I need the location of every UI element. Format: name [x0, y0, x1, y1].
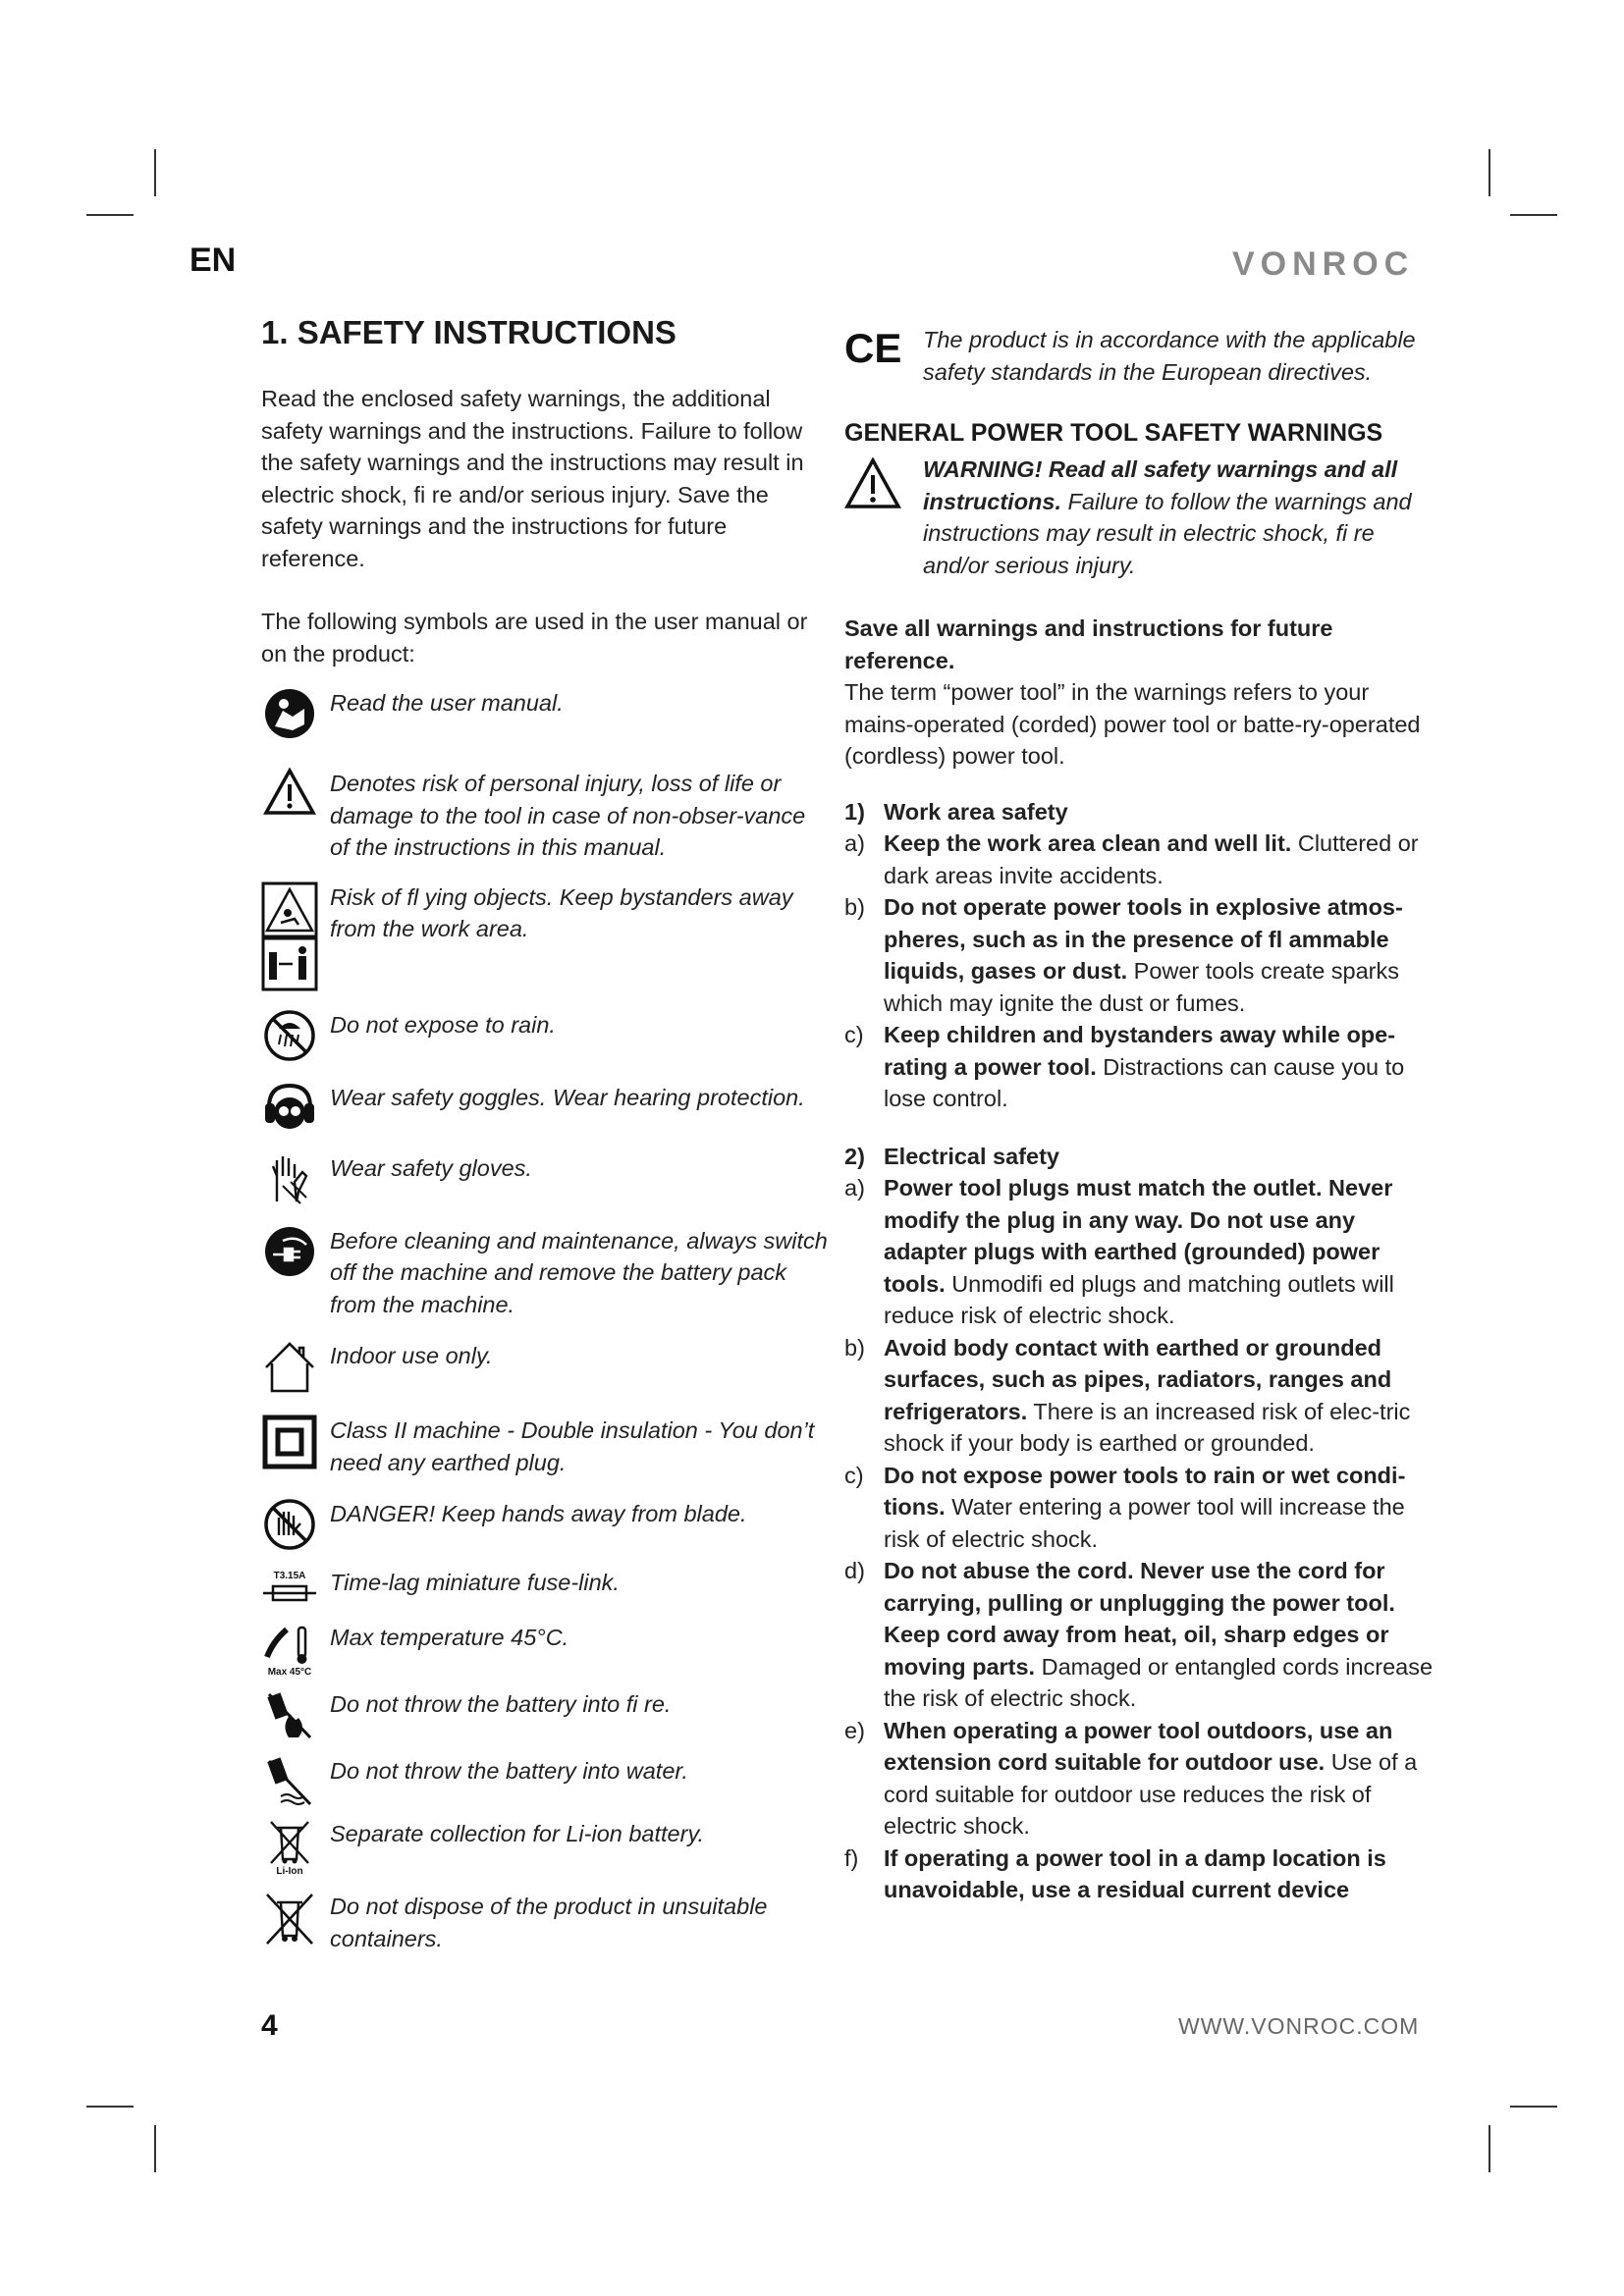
warning-rest-text: Failure to follow the warnings and instructions may result in electric shock, fi re and/or serious injury. — [923, 488, 1412, 578]
flying-objects-icon — [261, 881, 318, 991]
item-rest: Cluttered or dark areas invite accidents. — [884, 830, 1419, 888]
symbol-text: Class II machine - Double insulation - You don’t need any earthed plug. — [330, 1417, 815, 1475]
symbol-row — [261, 881, 831, 991]
no-fire-icon — [261, 1688, 318, 1743]
symbol-text: Time-lag miniature fuse-link. — [330, 1570, 620, 1595]
symbol-text: DANGER! Keep hands away from blade. — [330, 1501, 747, 1526]
warning-row — [844, 454, 1434, 581]
symbol-row — [261, 1498, 831, 1551]
unplug-icon — [261, 1225, 318, 1278]
list-item — [844, 1715, 1434, 1842]
symbol-row — [261, 1622, 831, 1677]
list-item — [844, 1019, 1434, 1115]
symbol-text: Wear safety gloves. — [330, 1154, 532, 1181]
item-bold: Do not operate power tools in explosive atmos-pheres, such as in the presence of fl ammable liquids, gases or dust. — [884, 894, 1403, 984]
item-text — [884, 1332, 1434, 1460]
item-rest: Water entering a power tool will increase the risk of electric shock. — [884, 1494, 1405, 1552]
symbol-text: Do not throw the battery into water. — [330, 1758, 688, 1784]
symbol-row — [261, 1688, 831, 1743]
page-number: 4 — [261, 2009, 278, 2042]
li-ion-bin-icon — [261, 1818, 318, 1875]
symbol-row — [261, 1152, 831, 1205]
symbol-row — [261, 1415, 831, 1478]
symbol-text: Separate collection for Li-ion battery. — [330, 1821, 704, 1846]
symbol-row — [261, 1340, 831, 1395]
general-warnings-heading: GENERAL POWER TOOL SAFETY WARNINGS — [844, 419, 1383, 447]
list-item — [844, 891, 1434, 1019]
ce-mark-icon: CE — [844, 325, 902, 371]
item-rest: Distractions can cause you to lose control. — [884, 1053, 1405, 1111]
crop-mark — [86, 2106, 134, 2108]
item-rest: Use of a cord suitable for outdoor use reduces the risk of electric shock. — [884, 1749, 1418, 1839]
symbol-row — [261, 1225, 831, 1321]
symbol-row — [261, 687, 831, 740]
temperature-icon — [261, 1622, 318, 1677]
indoor-house-icon — [261, 1340, 318, 1395]
goggles-hearing-icon — [261, 1082, 318, 1139]
item-text — [884, 1842, 1434, 1906]
section-number: 1) — [844, 798, 865, 825]
read-manual-icon — [261, 687, 318, 740]
item-label: a) — [844, 1175, 865, 1201]
symbol-row — [261, 1082, 831, 1139]
intro-paragraph: Read the enclosed safety warnings, the additional safety warnings and the instructions. Failure to follow the safety warnings and the instructions may result in electric shock, fi re and/or serious injury. Save the safety warnings and the instructions for future reference. — [261, 386, 804, 571]
left-column — [261, 314, 831, 1954]
symbol-text: Max temperature 45°C. — [330, 1625, 569, 1650]
symbol-row — [261, 1009, 831, 1062]
warning-bold-text: WARNING! Read all safety warnings and all instructions. — [923, 456, 1398, 514]
item-bold: When operating a power tool outdoors, use an extension cord suitable for outdoor use. — [884, 1717, 1393, 1775]
electrical-safety-section — [844, 1141, 1434, 1906]
list-item — [844, 1842, 1434, 1906]
symbol-row — [261, 1567, 831, 1610]
symbol-text: Do not expose to rain. — [330, 1011, 556, 1038]
symbol-text: Do not throw the battery into fi re. — [330, 1691, 672, 1717]
item-label: b) — [844, 894, 865, 920]
no-rain-icon — [261, 1009, 318, 1062]
section-title: Electrical safety — [884, 1143, 1059, 1169]
symbol-text: Do not dispose of the product in unsuitable containers. — [330, 1894, 768, 1951]
item-rest: There is an increased risk of elec-tric shock if your body is earthed or grounded. — [884, 1398, 1411, 1456]
item-label: d) — [844, 1558, 865, 1583]
item-label: e) — [844, 1717, 865, 1743]
list-item — [844, 1555, 1434, 1715]
gloves-icon — [261, 1152, 318, 1205]
section-heading — [844, 1141, 1434, 1173]
symbol-text: Before cleaning and maintenance, always switch off the machine and remove the battery pack from the machine. — [330, 1227, 828, 1317]
section-title: 1. SAFETY INSTRUCTIONS — [261, 314, 677, 350]
warning-triangle-icon — [261, 768, 318, 817]
item-text — [884, 828, 1434, 891]
ce-row — [844, 324, 1434, 388]
item-text — [884, 1019, 1434, 1115]
item-label: c) — [844, 1022, 864, 1047]
section-title: Work area safety — [884, 798, 1068, 825]
symbol-list — [261, 687, 831, 1954]
section-number: 2) — [844, 1143, 865, 1169]
item-bold: Keep the work area clean and well lit. — [884, 830, 1292, 856]
warning-text — [923, 454, 1434, 581]
symbol-text: Risk of fl ying objects. Keep bystanders away from the work area. — [330, 883, 793, 941]
term-paragraph: The term “power tool” in the warnings refers to your mains-operated (corded) power tool or batte-ry-operated (cordless) power tool. — [844, 679, 1421, 769]
crop-mark — [86, 214, 134, 216]
item-rest: Damaged or entangled cords increase the risk of electric shock. — [884, 1653, 1434, 1711]
symbols-intro: The following symbols are used in the user manual or on the product: — [261, 609, 808, 667]
crop-mark — [1489, 149, 1490, 196]
item-bold: Power tool plugs must match the outlet. Never modify the plug in any way. Do not use any adapter plugs with earthed (grounded) power tools. — [884, 1175, 1393, 1297]
crossed-bin-icon — [261, 1891, 318, 1948]
item-bold: Avoid body contact with earthed or grounded surfaces, such as pipes, radiators, ranges and refrigerators. — [884, 1334, 1392, 1424]
symbol-text: Wear safety goggles. Wear hearing protection. — [330, 1084, 805, 1110]
symbol-row — [261, 1818, 831, 1875]
item-bold: Keep children and bystanders away while ope-rating a power tool. — [884, 1022, 1396, 1080]
save-warnings-text: Save all warnings and instructions for future reference. — [844, 615, 1333, 673]
crop-mark — [154, 2125, 156, 2172]
item-text — [884, 1460, 1434, 1556]
list-item — [844, 1460, 1434, 1556]
no-water-icon — [261, 1755, 318, 1808]
item-text — [884, 1715, 1434, 1842]
item-text — [884, 1172, 1434, 1332]
crop-mark — [1510, 214, 1557, 216]
right-column — [844, 324, 1434, 1906]
liion-label: Li-Ion — [276, 1866, 303, 1875]
brand-logo: VONROC — [1232, 245, 1415, 283]
warning-triangle-icon — [844, 454, 923, 519]
item-rest: Unmodifi ed plugs and matching outlets will reduce risk of electric shock. — [884, 1270, 1394, 1328]
class-ii-icon — [261, 1415, 318, 1469]
temp-label: Max 45°C — [267, 1667, 312, 1677]
symbol-row — [261, 768, 831, 864]
work-area-section — [844, 796, 1434, 1115]
symbol-text: Denotes risk of personal injury, loss of life or damage to the tool in case of non-obser-vance of the instructions in this manual. — [330, 771, 806, 860]
symbol-text: Indoor use only. — [330, 1343, 493, 1368]
item-label: f) — [844, 1844, 859, 1871]
fuse-label: T3.15A — [273, 1571, 306, 1581]
hands-away-blade-icon — [261, 1498, 318, 1551]
item-bold: Do not expose power tools to rain or wet condi-tions. — [884, 1462, 1406, 1520]
item-label: c) — [844, 1462, 864, 1488]
item-bold: If operating a power tool in a damp location is unavoidable, use a residual current device — [884, 1844, 1386, 1902]
symbol-row — [261, 1755, 831, 1808]
ce-text: The product is in accordance with the applicable safety standards in the European directives. — [923, 327, 1416, 385]
list-item — [844, 1172, 1434, 1332]
item-text — [884, 891, 1434, 1019]
crop-mark — [1489, 2125, 1490, 2172]
list-item — [844, 828, 1434, 891]
symbol-row — [261, 1891, 831, 1954]
section-heading — [844, 796, 1434, 828]
item-rest: Power tools create sparks which may ignite the dust or fumes. — [884, 958, 1400, 1016]
crop-mark — [1510, 2106, 1557, 2108]
item-bold: Do not abuse the cord. Never use the cord for carrying, pulling or unplugging the power tool. Keep cord away from heat, oil, sharp edges or moving parts. — [884, 1558, 1395, 1680]
fuse-icon — [261, 1567, 318, 1610]
list-item — [844, 1332, 1434, 1460]
crop-mark — [154, 149, 156, 196]
language-code: EN — [189, 241, 237, 279]
symbol-text: Read the user manual. — [330, 690, 564, 716]
item-label: b) — [844, 1334, 865, 1361]
item-text — [884, 1555, 1434, 1715]
website-link[interactable]: WWW.VONROC.COM — [1178, 2013, 1420, 2039]
item-label: a) — [844, 830, 865, 856]
